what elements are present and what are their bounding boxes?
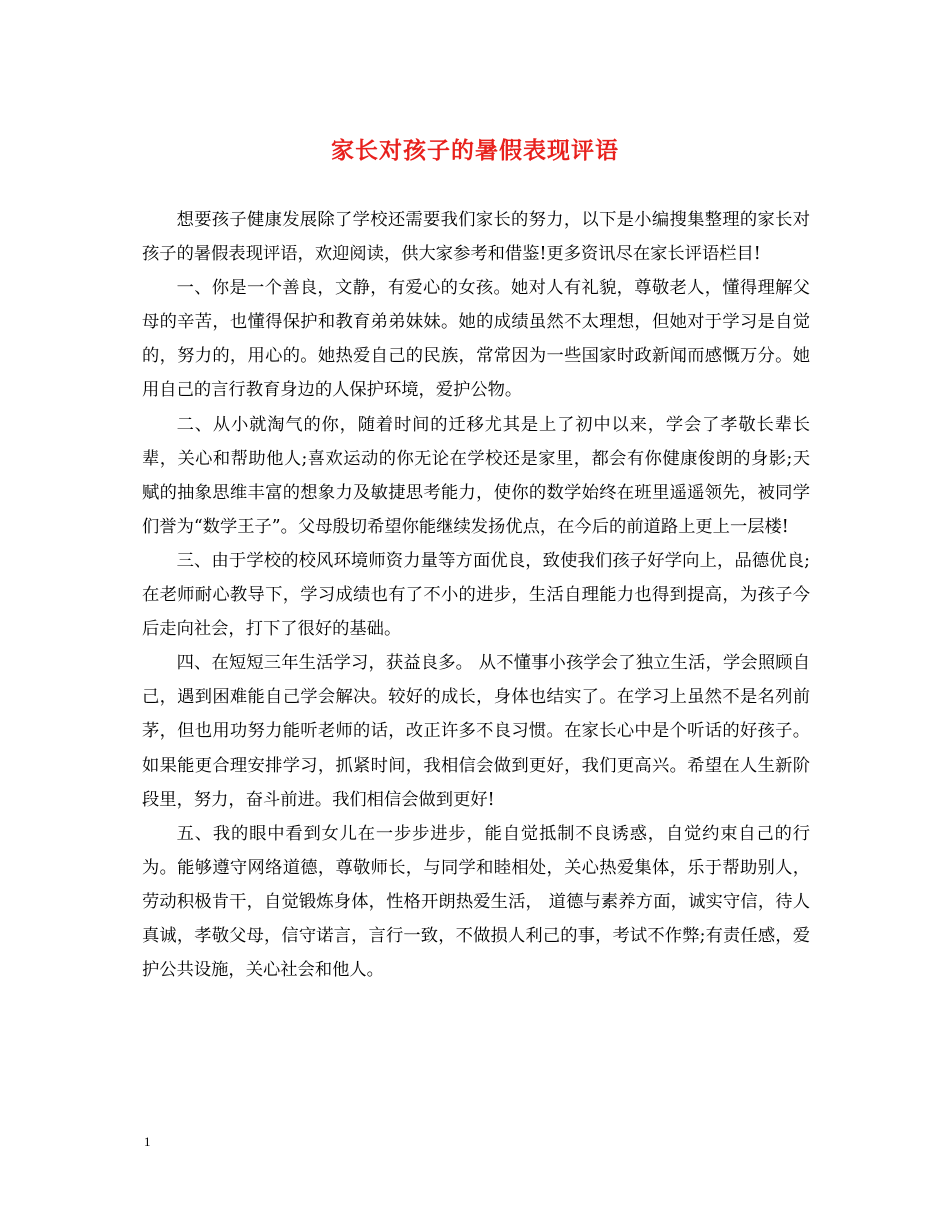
intro-paragraph: 想要孩子健康发展除了学校还需要我们家长的努力，以下是小编搜集整理的家长对孩子的暑假表现评语，欢迎阅读，供大家参考和借鉴!更多资讯尽在家长评语栏目! — [142, 210, 810, 265]
paragraph-1: 一、你是一个善良，文静，有爱心的女孩。她对人有礼貌，尊敬老人，懂得理解父母的辛苦，也懂得保护和教育弟弟妹妹。她的成绩虽然不太理想，但她对于学习是自觉的，努力的，用心的。她热爱自己的民族，常常因为一些国家时政新闻而感慨万分。她用自己的言行教育身边的人保护环境，爱护公物。 — [142, 278, 810, 401]
page-number: 1 — [144, 1134, 151, 1149]
paragraph-2: 二、从小就淘气的你，随着时间的迁移尤其是上了初中以来，学会了孝敬长辈长辈，关心和帮助他人;喜欢运动的你无论在学校还是家里，都会有你健康俊朗的身影;天赋的抽象思维丰富的想象力及敏捷思考能力，使你的数学始终在班里遥遥领先，被同学们誉为“数学王子”。父母殷切希望你能继续发扬优点，在今后的前道路上更上一层楼! — [142, 414, 810, 537]
document-body — [142, 203, 810, 987]
document-title: 家长对孩子的暑假表现评语 — [331, 137, 619, 164]
paragraph-3: 三、由于学校的校风环境师资力量等方面优良，致使我们孩子好学向上，品德优良;在老师耐心教导下，学习成绩也有了不小的进步，生活自理能力也得到提高，为孩子今后走向社会，打下了很好的基础。 — [142, 550, 810, 640]
paragraph-5: 五、我的眼中看到女儿在一步步进步，能自觉抵制不良诱惑，自觉约束自己的行为。能够遵守网络道德，尊敬师长，与同学和睦相处，关心热爱集体，乐于帮助别人，劳动积极肯干，自觉锻炼身体，性格开朗热爱生活， 道德与素养方面，诚实守信，待人真诚，孝敬父母，信守诺言，言行一致，不做损人利己的事，考试不作弊;有责任感，爱护公共设施，关心社会和他人。 — [142, 823, 810, 981]
paragraph-4: 四、在短短三年生活学习，获益良多。 从不懂事小孩学会了独立生活，学会照顾自己，遇到困难能自己学会解决。较好的成长，身体也结实了。在学习上虽然不是名列前茅，但也用功努力能听老师的话，改正许多不良习惯。在家长心中是个听话的好孩子。如果能更合理安排学习，抓紧时间，我相信会做到更好，我们更高兴。希望在人生新阶段里，努力，奋斗前进。我们相信会做到更好! — [142, 653, 810, 810]
